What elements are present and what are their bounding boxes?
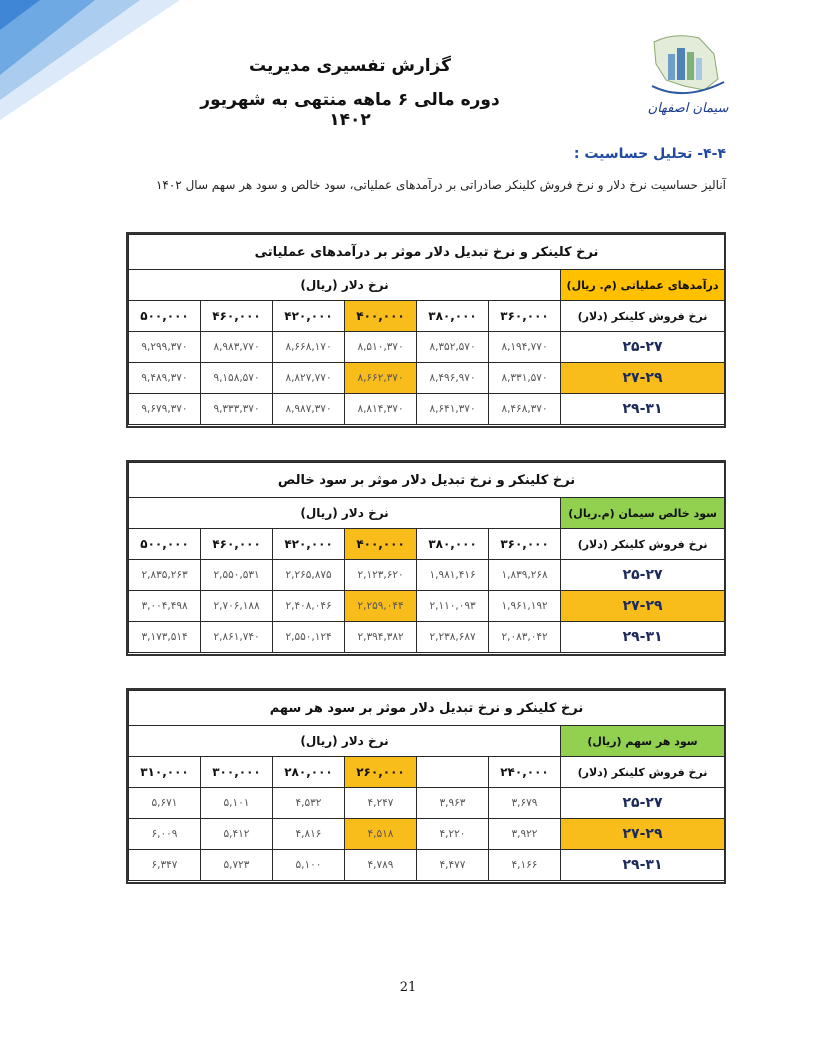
table-title: نرخ کلینکر و نرخ تبدیل دلار موثر بر سود خالص	[129, 463, 725, 498]
dollar-rate-cell: ۳۶۰,۰۰۰	[489, 529, 561, 560]
clinker-rate-label: ۲۹-۳۱	[561, 622, 725, 653]
value-cell: ۱,۸۳۹,۲۶۸	[489, 560, 561, 591]
value-cell: ۵,۱۰۰	[273, 850, 345, 881]
clinker-rate-label: ۲۵-۲۷	[561, 788, 725, 819]
value-cell: ۲,۳۹۴,۳۸۲	[345, 622, 417, 653]
dollar-rate-cell: ۳۸۰,۰۰۰	[417, 301, 489, 332]
value-cell: ۳,۹۲۲	[489, 819, 561, 850]
metric-label: سود خالص سیمان (م.ریال)	[561, 498, 725, 529]
value-cell: ۴,۱۶۶	[489, 850, 561, 881]
value-cell: ۸,۹۸۷,۳۷۰	[273, 394, 345, 425]
value-cell: ۴,۴۷۷	[417, 850, 489, 881]
value-cell: ۵,۴۱۲	[201, 819, 273, 850]
dollar-rate-cell: ۴۰۰,۰۰۰	[345, 529, 417, 560]
value-cell: ۸,۵۱۰,۳۷۰	[345, 332, 417, 363]
value-cell: ۲,۸۳۵,۲۶۳	[129, 560, 201, 591]
dollar-rate-cell: ۴۲۰,۰۰۰	[273, 529, 345, 560]
value-cell: ۸,۸۲۷,۷۷۰	[273, 363, 345, 394]
value-cell: ۲,۲۳۸,۶۸۷	[417, 622, 489, 653]
value-cell: ۹,۴۸۹,۳۷۰	[129, 363, 201, 394]
dollar-rate-cell: ۲۴۰,۰۰۰	[489, 757, 561, 788]
sensitivity-table	[128, 690, 725, 881]
value-cell: ۲,۵۵۰,۱۲۴	[273, 622, 345, 653]
value-cell: ۴,۵۳۲	[273, 788, 345, 819]
value-cell: ۸,۴۹۶,۹۷۰	[417, 363, 489, 394]
value-cell: ۸,۴۶۸,۳۷۰	[489, 394, 561, 425]
table-row	[129, 622, 725, 653]
intro-paragraph: آنالیز حساسیت نرخ دلار و نرخ فروش کلینکر صادراتی بر درآمدهای عملیاتی، سود خالص و سود هر سهم سال ۱۴۰۲	[155, 178, 726, 192]
value-cell: ۱,۹۶۱,۱۹۲	[489, 591, 561, 622]
value-cell: ۸,۶۴۱,۳۷۰	[417, 394, 489, 425]
table-row	[129, 819, 725, 850]
value-cell: ۴,۸۱۶	[273, 819, 345, 850]
value-cell: ۶,۰۰۹	[129, 819, 201, 850]
dollar-rate-cell: ۳۱۰,۰۰۰	[129, 757, 201, 788]
row-header-label: نرخ فروش کلینکر (دلار)	[561, 301, 725, 332]
value-cell: ۲,۲۵۹,۰۴۴	[345, 591, 417, 622]
value-cell: ۸,۸۱۴,۳۷۰	[345, 394, 417, 425]
value-cell: ۳,۰۰۴,۴۹۸	[129, 591, 201, 622]
value-cell: ۸,۱۹۴,۷۷۰	[489, 332, 561, 363]
row-header-label: نرخ فروش کلینکر (دلار)	[561, 529, 725, 560]
dollar-rate-cell	[417, 757, 489, 788]
dollar-rate-cell: ۴۶۰,۰۰۰	[201, 529, 273, 560]
table-title: نرخ کلینکر و نرخ تبدیل دلار موثر بر درآمدهای عملیاتی	[129, 235, 725, 270]
dollar-rate-label: نرخ دلار (ریال)	[129, 726, 561, 757]
clinker-rate-label: ۲۹-۳۱	[561, 850, 725, 881]
metric-label: درآمدهای عملیاتی (م. ریال)	[561, 270, 725, 301]
value-cell: ۲,۵۵۰,۵۳۱	[201, 560, 273, 591]
value-cell: ۲,۸۶۱,۷۴۰	[201, 622, 273, 653]
dollar-rate-cell: ۳۰۰,۰۰۰	[201, 757, 273, 788]
value-cell: ۸,۳۵۲,۵۷۰	[417, 332, 489, 363]
value-cell: ۹,۶۷۹,۳۷۰	[129, 394, 201, 425]
value-cell: ۵,۱۰۱	[201, 788, 273, 819]
value-cell: ۶,۳۴۷	[129, 850, 201, 881]
sensitivity-table	[128, 462, 725, 653]
dollar-rate-cell: ۴۰۰,۰۰۰	[345, 301, 417, 332]
dollar-rate-cell: ۳۸۰,۰۰۰	[417, 529, 489, 560]
corner-decoration	[0, 0, 200, 130]
sensitivity-table	[128, 234, 725, 425]
dollar-rate-cell: ۲۸۰,۰۰۰	[273, 757, 345, 788]
clinker-rate-label: ۲۹-۳۱	[561, 394, 725, 425]
value-cell: ۸,۳۳۱,۵۷۰	[489, 363, 561, 394]
dollar-rate-cell: ۴۲۰,۰۰۰	[273, 301, 345, 332]
dollar-rate-cell: ۴۶۰,۰۰۰	[201, 301, 273, 332]
dollar-rate-cell: ۵۰۰,۰۰۰	[129, 529, 201, 560]
svg-text:سیمان اصفهان: سیمان اصفهان	[647, 101, 729, 116]
value-cell: ۵,۶۷۱	[129, 788, 201, 819]
value-cell: ۹,۳۳۳,۳۷۰	[201, 394, 273, 425]
dollar-rate-cell: ۲۶۰,۰۰۰	[345, 757, 417, 788]
table-row	[129, 363, 725, 394]
value-cell: ۹,۱۵۸,۵۷۰	[201, 363, 273, 394]
value-cell: ۲,۷۰۶,۱۸۸	[201, 591, 273, 622]
clinker-rate-label: ۲۵-۲۷	[561, 560, 725, 591]
table-row	[129, 850, 725, 881]
value-cell: ۳,۹۶۳	[417, 788, 489, 819]
value-cell: ۲,۱۲۳,۶۲۰	[345, 560, 417, 591]
clinker-rate-label: ۲۷-۲۹	[561, 591, 725, 622]
clinker-rate-label: ۲۷-۲۹	[561, 363, 725, 394]
value-cell: ۴,۲۲۰	[417, 819, 489, 850]
value-cell: ۹,۲۹۹,۳۷۰	[129, 332, 201, 363]
value-cell: ۳,۶۷۹	[489, 788, 561, 819]
value-cell: ۱,۹۸۱,۴۱۶	[417, 560, 489, 591]
dollar-rate-cell: ۳۶۰,۰۰۰	[489, 301, 561, 332]
value-cell: ۲,۲۶۵,۸۷۵	[273, 560, 345, 591]
dollar-rate-label: نرخ دلار (ریال)	[129, 270, 561, 301]
company-logo	[644, 24, 730, 120]
clinker-rate-label: ۲۷-۲۹	[561, 819, 725, 850]
value-cell: ۸,۶۶۲,۳۷۰	[345, 363, 417, 394]
value-cell: ۸,۶۶۸,۱۷۰	[273, 332, 345, 363]
report-period: دوره مالی ۶ ماهه منتهی به شهریور ۱۴۰۲	[200, 90, 500, 130]
value-cell: ۲,۰۸۳,۰۴۲	[489, 622, 561, 653]
table-row	[129, 560, 725, 591]
value-cell: ۴,۲۴۷	[345, 788, 417, 819]
value-cell: ۸,۹۸۳,۷۷۰	[201, 332, 273, 363]
report-title: گزارش تفسیری مدیریت	[248, 56, 452, 76]
table-row	[129, 394, 725, 425]
dollar-rate-cell: ۵۰۰,۰۰۰	[129, 301, 201, 332]
page-number: 21	[399, 980, 417, 995]
metric-label: سود هر سهم (ریال)	[561, 726, 725, 757]
dollar-rate-label: نرخ دلار (ریال)	[129, 498, 561, 529]
table-title: نرخ کلینکر و نرخ تبدیل دلار موثر بر سود هر سهم	[129, 691, 725, 726]
value-cell: ۴,۷۸۹	[345, 850, 417, 881]
table-row	[129, 788, 725, 819]
value-cell: ۳,۱۷۳,۵۱۴	[129, 622, 201, 653]
row-header-label: نرخ فروش کلینکر (دلار)	[561, 757, 725, 788]
value-cell: ۲,۴۰۸,۰۴۶	[273, 591, 345, 622]
section-heading: ۴-۴- تحلیل حساسیت :	[573, 146, 726, 162]
table-row	[129, 332, 725, 363]
value-cell: ۵,۷۲۳	[201, 850, 273, 881]
table-row	[129, 591, 725, 622]
clinker-rate-label: ۲۵-۲۷	[561, 332, 725, 363]
value-cell: ۴,۵۱۸	[345, 819, 417, 850]
value-cell: ۲,۱۱۰,۰۹۳	[417, 591, 489, 622]
